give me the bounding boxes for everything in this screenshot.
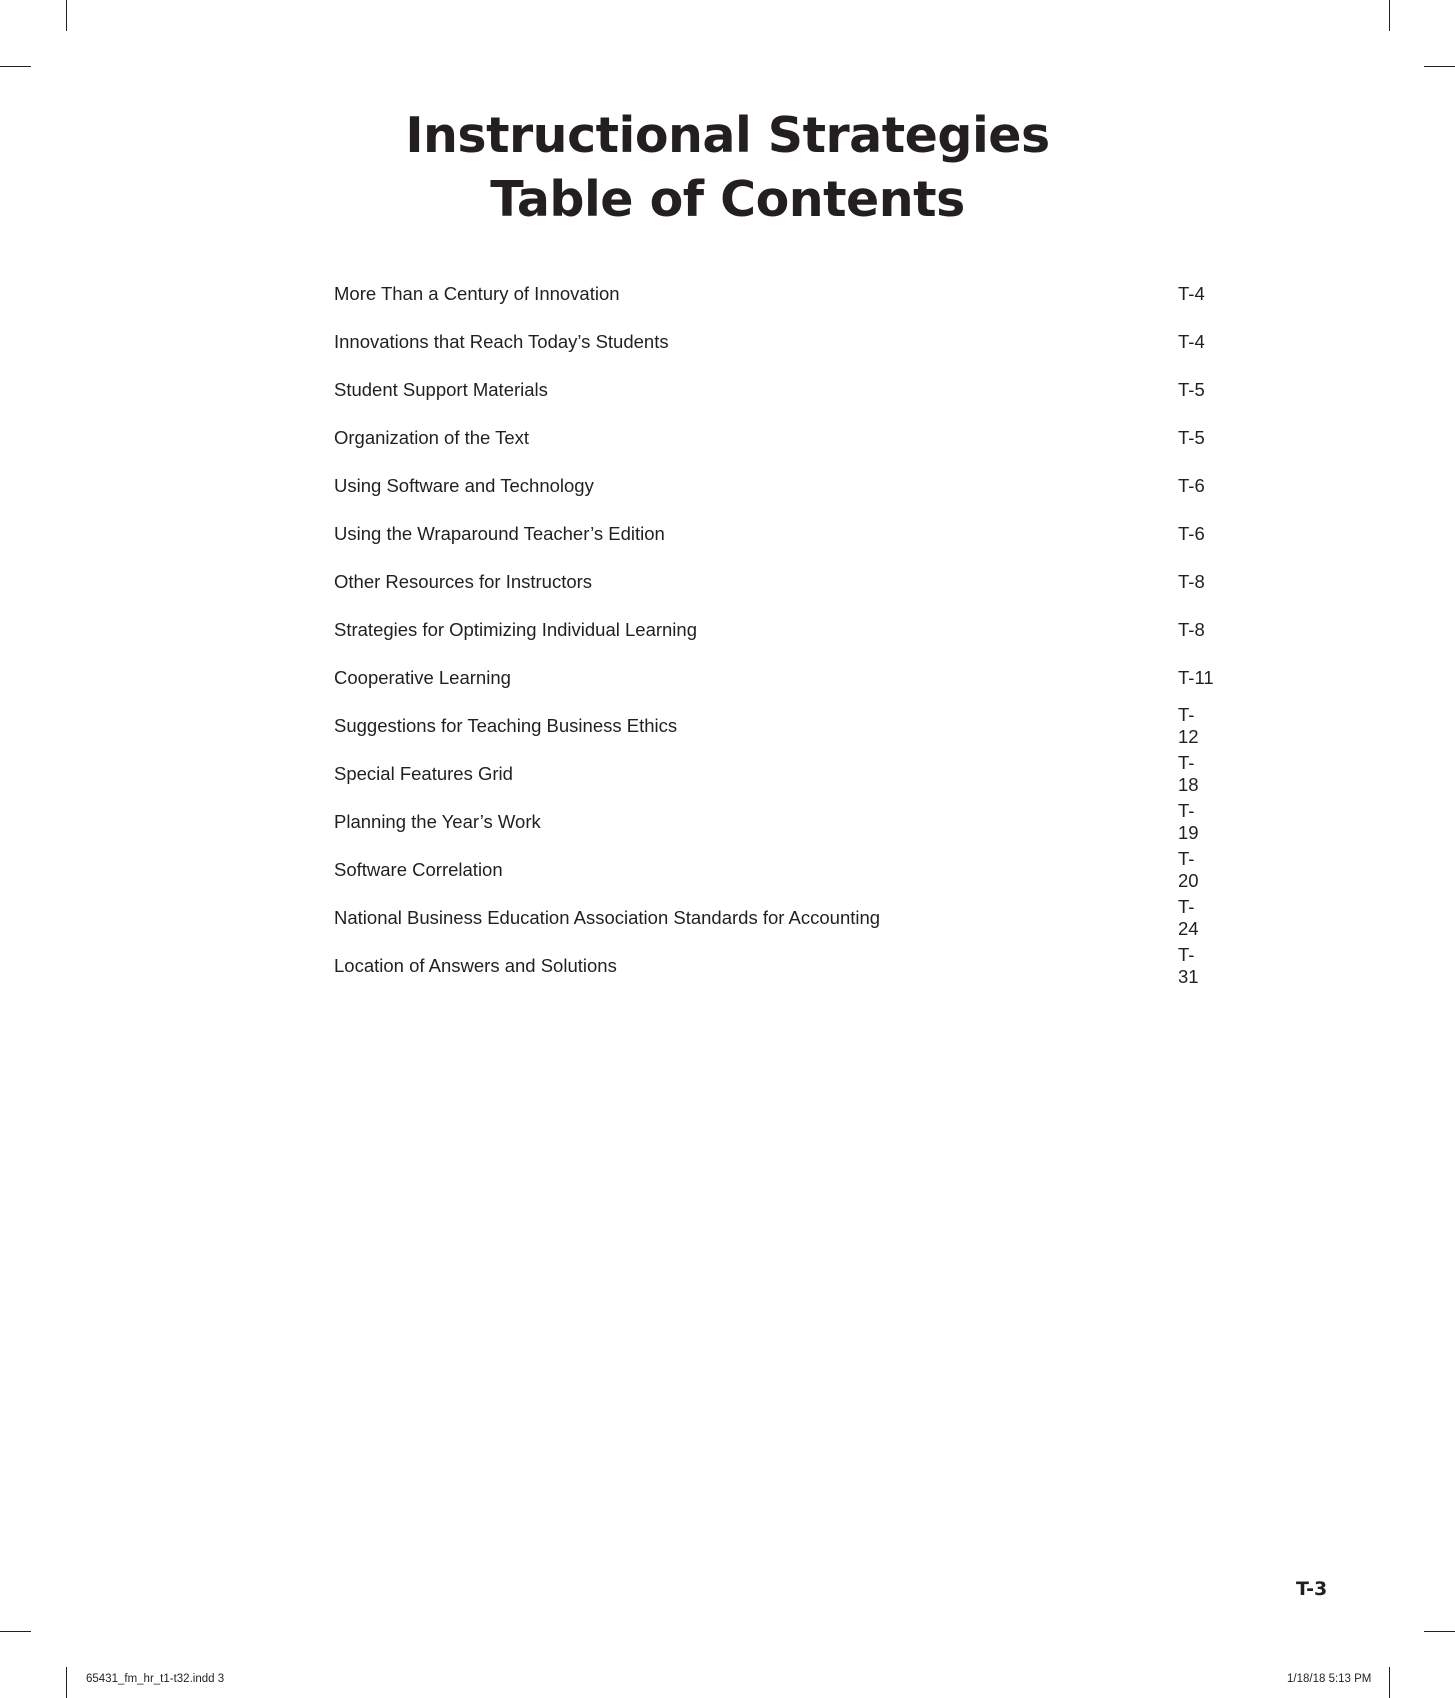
crop-mark-bottom-right-vertical	[1389, 1667, 1390, 1698]
toc-entry	[334, 414, 1214, 462]
crop-mark-bottom-left-horizontal	[0, 1631, 31, 1632]
toc-entry-page: T-31	[1178, 944, 1199, 987]
page-title-line-1: Instructional Strategies	[405, 107, 1050, 164]
toc-entry	[334, 750, 1214, 798]
crop-mark-bottom-left-vertical	[66, 1667, 67, 1698]
toc-entry-title: Student Support Materials	[334, 379, 548, 400]
toc-entry-title: Cooperative Learning	[334, 667, 511, 688]
toc-entry-page: T-4	[1178, 283, 1205, 304]
toc-entry	[334, 942, 1214, 990]
toc-entry-title: Using Software and Technology	[334, 475, 594, 496]
toc-entry-page: T-4	[1178, 331, 1205, 352]
toc-entry-page: T-12	[1178, 704, 1199, 747]
toc-entry	[334, 462, 1214, 510]
crop-mark-top-left-vertical	[66, 0, 67, 31]
page-number: T-3	[1296, 1578, 1328, 1600]
toc-entry	[334, 894, 1214, 942]
toc-entry	[334, 702, 1214, 750]
toc-entry-page: T-5	[1178, 379, 1205, 400]
crop-mark-top-right-vertical	[1389, 0, 1390, 31]
toc-entry-title: Using the Wraparound Teacher’s Edition	[334, 523, 665, 544]
crop-mark-bottom-right-horizontal	[1424, 1631, 1455, 1632]
toc-entry	[334, 270, 1214, 318]
toc-entry-title: More Than a Century of Innovation	[334, 283, 620, 304]
toc-entry-title: Software Correlation	[334, 859, 503, 880]
toc-entry-page: T-8	[1178, 619, 1205, 640]
toc-entry-page: T-24	[1178, 896, 1199, 939]
toc-entry-page: T-6	[1178, 475, 1205, 496]
toc-entry	[334, 366, 1214, 414]
toc-entry	[334, 606, 1214, 654]
slug-timestamp: 1/18/18 5:13 PM	[1287, 1673, 1372, 1685]
toc-entry	[334, 798, 1214, 846]
toc-entry	[334, 558, 1214, 606]
toc-entry-title: National Business Education Association Standards for Accounting	[334, 907, 881, 928]
toc-entry-title: Innovations that Reach Today’s Students	[334, 331, 669, 352]
crop-mark-top-left-horizontal	[0, 66, 31, 67]
toc-entry	[334, 510, 1214, 558]
crop-mark-top-right-horizontal	[1424, 66, 1455, 67]
toc-entry-title: Planning the Year’s Work	[334, 811, 541, 832]
toc-entry-title: Location of Answers and Solutions	[334, 955, 617, 976]
toc-entry-title: Special Features Grid	[334, 763, 513, 784]
toc-entry-title: Other Resources for Instructors	[334, 571, 593, 592]
toc-entry-page: T-11	[1178, 667, 1214, 688]
toc-entry	[334, 654, 1214, 702]
toc-entry	[334, 318, 1214, 366]
slug-filename: 65431_fm_hr_t1-t32.indd 3	[86, 1673, 225, 1685]
toc-entry-title: Suggestions for Teaching Business Ethics	[334, 715, 678, 736]
toc-entry-title: Strategies for Optimizing Individual Learning	[334, 619, 697, 640]
toc-entry-title: Organization of the Text	[334, 427, 530, 448]
toc-entry-page: T-8	[1178, 571, 1205, 592]
toc-entry-page: T-6	[1178, 523, 1205, 544]
toc-entry	[334, 846, 1214, 894]
toc-entry-page: T-19	[1178, 800, 1199, 843]
toc-entry-page: T-5	[1178, 427, 1205, 448]
table-of-contents	[334, 270, 1214, 990]
toc-entry-page: T-18	[1178, 752, 1199, 795]
toc-entry-page: T-20	[1178, 848, 1199, 891]
page-title-line-2: Table of Contents	[490, 171, 965, 228]
